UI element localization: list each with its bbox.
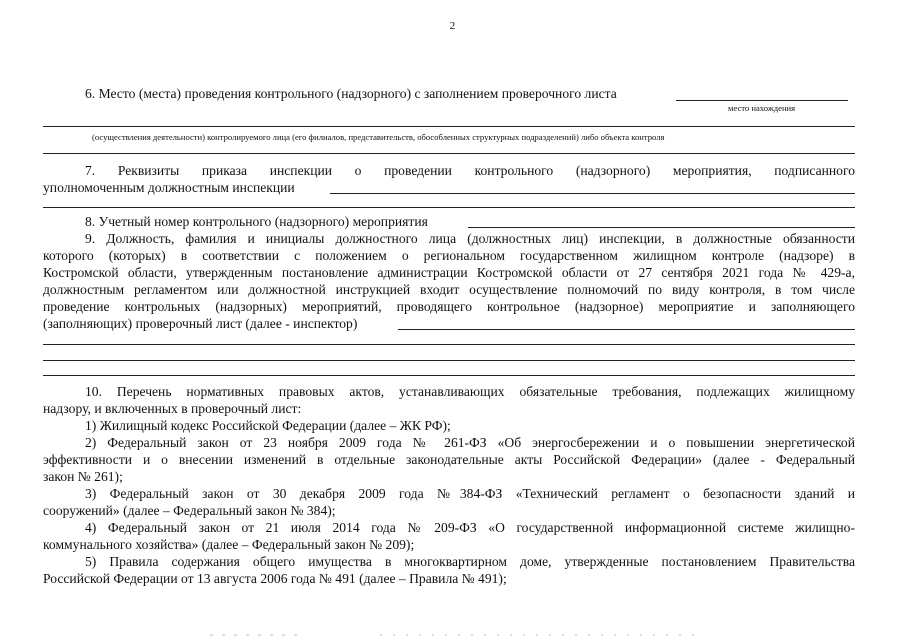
item9-line: проведение контрольных (надзорных) мероприятий, проводящего контрольное (надзорное) мероприятие и заполняющего xyxy=(43,299,855,314)
act-4-line: коммунального хозяйства» (далее – Федеральный закон № 209); xyxy=(43,537,415,552)
act-2-line: закон № 261); xyxy=(43,469,123,484)
item10-line2: надзору, и включенных в проверочный лист: xyxy=(43,401,302,416)
item9-fill-line xyxy=(398,329,855,330)
act-4-line: 4) Федеральный закон от 21 июля 2014 года № 209-ФЗ «О государственной информационной системе жилищно- xyxy=(85,520,855,535)
act-3-line: сооружений» (далее – Федеральный закон № 384); xyxy=(43,503,336,518)
item10-paragraph xyxy=(43,383,855,587)
item6-text: 6. Место (места) проведения контрольного (надзорного) с заполнением проверочного листа xyxy=(85,86,617,101)
item6-line-2 xyxy=(43,126,855,127)
act-2-line: 2) Федеральный закон от 23 ноября 2009 года № 261-ФЗ «Об энергосбережении и о повышении энергетической xyxy=(85,435,855,450)
item9-line-extra-2 xyxy=(43,360,855,361)
item9-paragraph xyxy=(43,230,855,315)
item8-text: 8. Учетный номер контрольного (надзорного) мероприятия xyxy=(85,214,428,229)
item7-line2: уполномоченным должностным инспекции xyxy=(43,180,295,195)
page-number: 2 xyxy=(449,20,456,32)
item7-line1: 7. Реквизиты приказа инспекции о проведении контрольного (надзорного) мероприятия, подписанного xyxy=(85,163,855,178)
acts-list xyxy=(43,417,855,587)
item9-line: которого (которых) в соответствии с положением о региональном государственном жилищном контроле (надзоре) в xyxy=(43,248,855,263)
act-3-line: 3) Федеральный закон от 30 декабря 2009 года № 384-ФЗ «Технический регламент о безопасности зданий и xyxy=(85,486,855,501)
item9-line: Костромской области, утвержденным постановление администрации Костромской области от 27 сентября 2021 года № 429-а, xyxy=(43,265,855,280)
item6-caption: (осуществления деятельности) контролируемого лица (его филиалов, представительств, обособленных структурных подразделений) либо объекта контроля xyxy=(92,132,665,142)
act-5-line: Российской Федерации от 13 августа 2006 года № 491 (далее – Правила № 491); xyxy=(43,571,507,586)
item6-line-3 xyxy=(43,153,855,154)
item7-fill-line xyxy=(330,193,855,194)
scan-artifacts xyxy=(0,629,905,639)
act-1-line: 1) Жилищный кодекс Российской Федерации (далее – ЖК РФ); xyxy=(85,418,451,433)
item9-line: 9. Должность, фамилия и инициалы должностного лица (должностных лиц) инспекции, в должностные обязанности xyxy=(85,231,855,246)
item10-line1: 10. Перечень нормативных правовых актов, устанавливающих обязательные требования, подлежащих жилищному xyxy=(85,384,855,399)
act-5-line: 5) Правила содержания общего имущества в многоквартирном доме, утвержденные постановлением Правительства xyxy=(85,554,855,569)
item9-line-extra-3 xyxy=(43,375,855,376)
act-2-line: эффективности и о внесении изменений в отдельные законодательные акты Российской Федерации» (далее - Федеральный xyxy=(43,452,855,467)
item6-under-label: место нахождения xyxy=(728,103,796,113)
item9-last-line: (заполняющих) проверочный лист (далее - инспектор) xyxy=(43,316,358,331)
item6-fill-line xyxy=(676,100,848,101)
item9-line: должностным регламентом или должностной инструкцией входит осуществление полномочий по виду контроля, в том числе xyxy=(43,282,855,297)
item8-fill-line xyxy=(468,227,855,228)
item9-line-extra-1 xyxy=(43,344,855,345)
item7-line-3 xyxy=(43,207,855,208)
